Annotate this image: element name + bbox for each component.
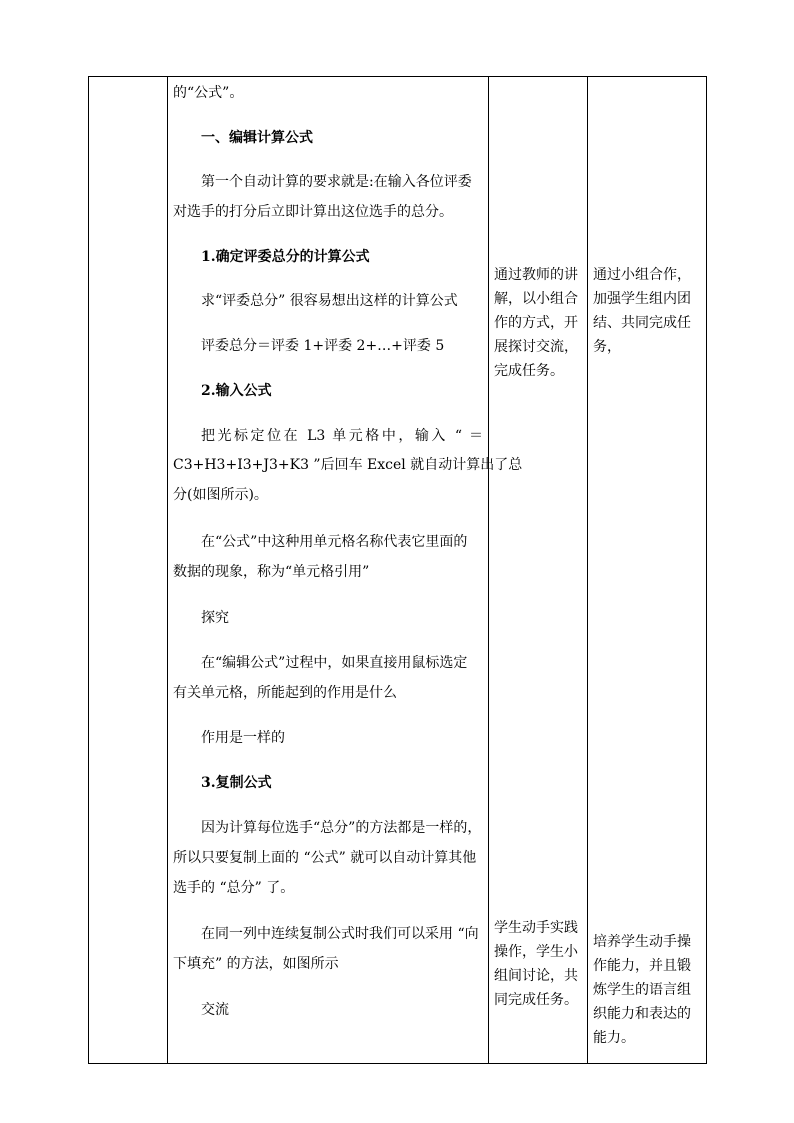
student-activity-block-2 (494, 916, 586, 1012)
table-top-border (88, 76, 707, 77)
student-activity-line: 操作，学生小 (494, 944, 578, 960)
design-intent-block-1 (593, 263, 705, 359)
design-intent-line: 炼学生的语言组 (593, 982, 691, 998)
design-intent-line: 织能力和表达的 (593, 1006, 691, 1022)
section-heading-edit-formula: 一、编辑计算公式 (201, 130, 313, 146)
design-intent-line: 加强学生组内团 (593, 291, 691, 307)
table-col-line-1 (88, 76, 89, 1064)
subheading-copy-formula: 3.复制公式 (201, 775, 272, 791)
paragraph-cursor-line1 (201, 426, 483, 446)
label-explore: 探究 (201, 610, 229, 626)
table-col-line-2 (167, 76, 168, 1064)
paragraph-same-effect: 作用是一样的 (201, 730, 285, 746)
student-activity-block-1 (494, 263, 586, 383)
paragraph-cell-reference-line1: 在“公式”中这种用单元格名称代表它里面的 (201, 534, 468, 550)
paragraph-fill-down-line1: 在同一列中连续复制公式时我们可以采用 “向 (201, 926, 479, 942)
paragraph-mouse-select-line1: 在“编辑公式”过程中，如果直接用鼠标选定 (201, 655, 468, 671)
student-activity-line: 完成任务。 (494, 363, 564, 379)
student-activity-line: 学生动手实践 (494, 920, 578, 936)
student-activity-line: 展探讨交流， (494, 339, 578, 355)
paragraph-total-score: 求“评委总分” 很容易想出这样的计算公式 (201, 293, 458, 309)
table-col-line-4 (587, 76, 588, 1064)
paragraph-requirement-line1: 第一个自动计算的要求就是:在输入各位评委 (201, 174, 472, 190)
paragraph-requirement-line2: 对选手的打分后立即计算出这位选手的总分。 (173, 204, 453, 220)
paragraph-copy-line2: 所以只要复制上面的 “公式” 就可以自动计算其他 (173, 850, 477, 866)
design-intent-line: 作能力，并且锻 (593, 958, 691, 974)
subheading-input-formula: 2.输入公式 (201, 383, 272, 399)
student-activity-line: 组间讨论，共 (494, 968, 578, 984)
student-activity-line: 同完成任务。 (494, 992, 578, 1008)
paragraph-copy-line3: 选手的 “总分” 了。 (173, 880, 295, 896)
paragraph-continuation: 的“公式”。 (173, 85, 244, 101)
design-intent-line: 能力。 (593, 1030, 635, 1046)
design-intent-line: 通过小组合作， (593, 267, 691, 283)
label-exchange: 交流 (201, 1002, 229, 1018)
student-activity-line: 解，以小组合 (494, 291, 578, 307)
formula-line: 评委总分＝评委 1+评委 2+…+评委 5 (201, 338, 445, 354)
design-intent-line: 培养学生动手操 (593, 934, 691, 950)
paragraph-cursor-line3: 分(如图所示)。 (173, 487, 268, 503)
paragraph-fill-down-line2: 下填充” 的方法，如图所示 (173, 956, 339, 972)
paragraph-mouse-select-line2: 有关单元格，所能起到的作用是什么 (173, 685, 397, 701)
table-bottom-border (88, 1063, 707, 1064)
paragraph-cell-reference-line2: 数据的现象，称为“单元格引用” (173, 564, 370, 580)
design-intent-line: 结、共同完成任 (593, 315, 691, 331)
design-intent-line: 务， (593, 339, 621, 355)
paragraph-copy-line1: 因为计算每位选手“总分”的方法都是一样的， (201, 820, 482, 836)
paragraph-cursor-line2: C3+H3+I3+J3+K3 ”后回车 Excel 就自动计算出了总 (173, 457, 523, 473)
student-activity-line: 通过教师的讲 (494, 267, 578, 283)
student-activity-line: 作的方式，开 (494, 315, 578, 331)
table-col-line-5 (706, 76, 707, 1064)
subheading-determine-formula: 1.确定评委总分的计算公式 (201, 249, 370, 265)
paragraph-cursor-line1-text: 把光标定位在 L3 单元格中，输入 “ ＝ (201, 428, 483, 444)
design-intent-block-2 (593, 930, 705, 1050)
table-col-line-3 (488, 76, 489, 1064)
